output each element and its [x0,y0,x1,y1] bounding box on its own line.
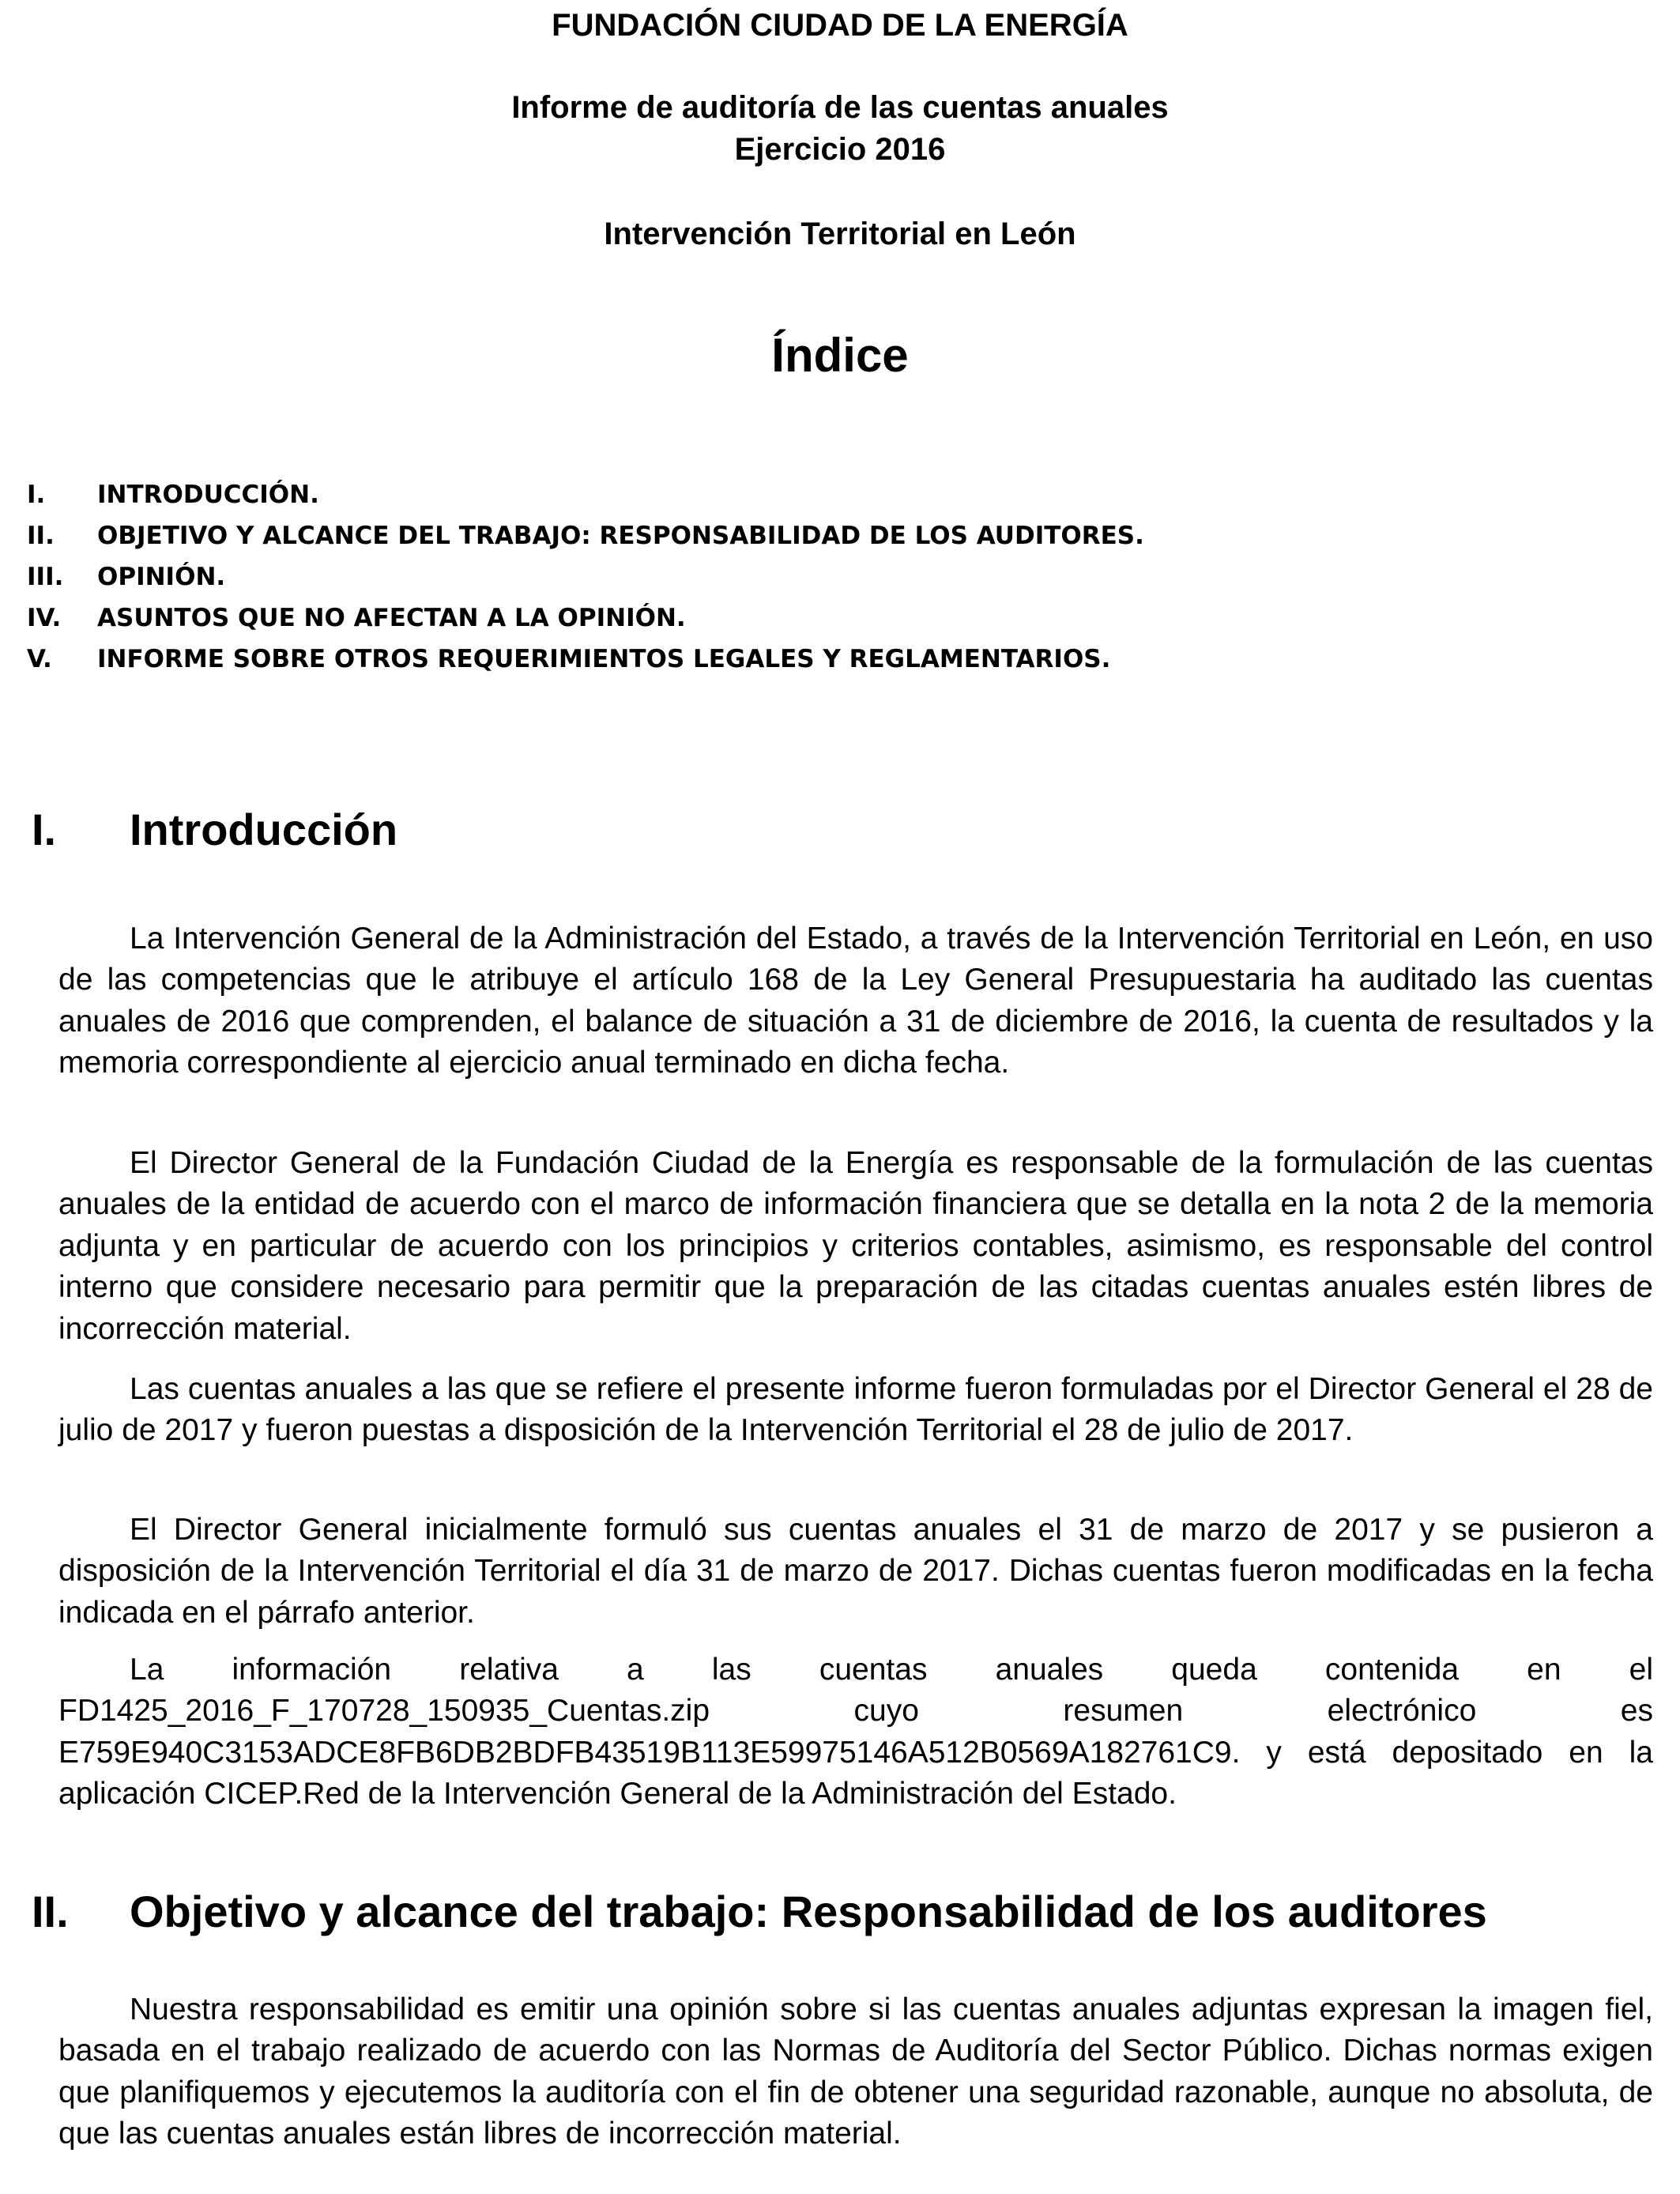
report-title: Informe de auditoría de las cuentas anuales [511,90,1169,125]
paragraph: Nuestra responsabilidad es emitir una opinión sobre si las cuentas anuales adjuntas expresan la imagen fiel, basada en el trabajo realizado de acuerdo con las Normas de Auditoría del Sector Público. Dichas normas exigen que planifiquemos y ejecutemos la auditoría con el fin de obtener una seguridad razonable, aunque no absoluta, de que las cuentas anuales están libres de incorrección material. [58,1992,1653,2151]
toc-item-number: III. [27,563,64,591]
section-title: Introducción [130,805,398,854]
toc-item-objetivo [27,515,1607,556]
fiscal-year: Ejercicio 2016 [734,132,946,167]
paragraph: El Director General de la Fundación Ciudad de la Energía es responsable de la formulación de las cuentas anuales de la entidad de acuerdo con el marco de información financiera que se detalla en la nota 2 de la memoria adjunta y en particular de acuerdo con los principios y criterios contables, asimismo, es responsable del control interno que considere necesario para permitir que la preparación de las citadas cuentas anuales estén libres de incorrección material. [58,1146,1653,1346]
office-name: Intervención Territorial en León [604,217,1076,251]
paragraph: Las cuentas anuales a las que se refiere el presente informe fueron formuladas por el Director General el 28 de julio de 2017 y fueron puestas a disposición de la Intervención Territorial el 28 de julio de 2017. [58,1372,1653,1448]
toc-item-opinion [27,556,1607,598]
toc-item-introduccion [27,474,1607,515]
section-number: I. [32,805,57,854]
index-title: Índice [771,329,909,382]
paragraph: La información relativa a las cuentas anuales queda contenida en el FD1425_2016_F_170728_150935_Cuentas.zip cuyo resumen electrónico es E759E940C3153ADCE8FB6DB2BDFB43519B113E59975146A512B0569A182761C9. y está depositado en la aplicación CICEP.Red de la Intervención General de la Administración del Estado. [58,1653,1653,1811]
toc-item-label: OBJETIVO Y ALCANCE DEL TRABAJO: RESPONSABILIDAD DE LOS AUDITORES. [97,522,1144,550]
toc-item-number: I. [27,481,46,509]
toc-item-number: II. [27,522,55,550]
section-title: Objetivo y alcance del trabajo: Responsabilidad de los auditores [130,1887,1487,1936]
toc-item-label: INFORME SOBRE OTROS REQUERIMIENTOS LEGALES Y REGLAMENTARIOS. [97,645,1111,673]
toc-item-label: OPINIÓN. [97,563,226,591]
toc-item-label: ASUNTOS QUE NO AFECTAN A LA OPINIÓN. [97,604,686,632]
table-of-contents [27,474,1607,680]
section-heading-objetivo [32,1886,1652,1938]
toc-item-label: INTRODUCCIÓN. [97,481,319,509]
toc-item-number: V. [27,645,52,673]
organization-name: FUNDACIÓN CIUDAD DE LA ENERGÍA [552,8,1128,43]
paragraph: La Intervención General de la Administración del Estado, a través de la Intervención Territorial en León, en uso de las competencias que le atribuye el artículo 168 de la Ley General Presupuestaria ha auditado las cuentas anuales de 2016 que comprenden, el balance de situación a 31 de diciembre de 2016, la cuenta de resultados y la memoria correspondiente al ejercicio anual terminado en dicha fecha. [58,922,1653,1080]
paragraph: El Director General inicialmente formuló sus cuentas anuales el 31 de marzo de 2017 y se pusieron a disposición de la Intervención Territorial el día 31 de marzo de 2017. Dichas cuentas fueron modificadas en la fecha indicada en el párrafo anterior. [58,1513,1653,1630]
section-heading-introduccion [32,804,1652,856]
section-number: II. [32,1887,69,1936]
toc-item-informe [27,639,1607,680]
toc-item-number: IV. [27,604,62,632]
toc-item-asuntos [27,598,1607,639]
